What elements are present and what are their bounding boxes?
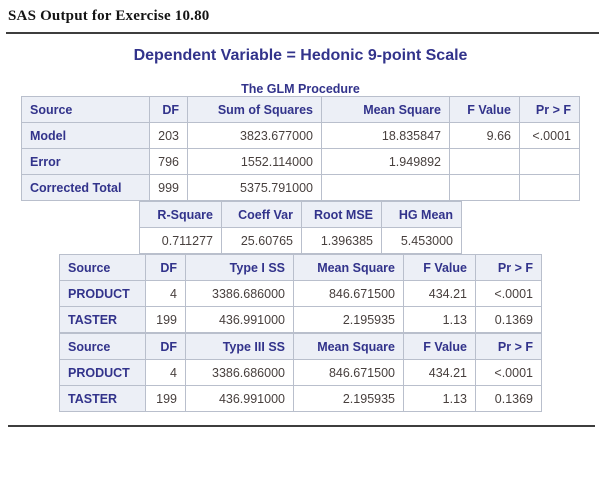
col-header-coeff-var: Coeff Var [222, 202, 302, 228]
cell-mean-square: 846.671500 [294, 360, 404, 386]
cell-coeff-var: 25.60765 [222, 228, 302, 254]
col-header-mean-square: Mean Square [294, 255, 404, 281]
cell-pr-f: <.0001 [476, 281, 542, 307]
cell-pr-f: <.0001 [476, 360, 542, 386]
cell-df: 4 [146, 360, 186, 386]
cell-pr-f: 0.1369 [476, 386, 542, 412]
cell-root-mse: 1.396385 [302, 228, 382, 254]
cell-df: 203 [150, 123, 188, 149]
cell-df: 199 [146, 386, 186, 412]
bottom-rule [8, 425, 595, 427]
col-header-f-value: F Value [404, 334, 476, 360]
cell-f-value: 434.21 [404, 281, 476, 307]
procedure-heading: The GLM Procedure [241, 82, 360, 96]
col-header-f-value: F Value [404, 255, 476, 281]
cell-mean-square [322, 175, 450, 201]
cell-sum-of-squares: 5375.791000 [188, 175, 322, 201]
type3-ss-table [59, 333, 542, 412]
cell-type1-ss: 436.991000 [186, 307, 294, 333]
cell-df: 999 [150, 175, 188, 201]
top-rule [6, 32, 599, 34]
col-header-hg-mean: HG Mean [382, 202, 462, 228]
col-header-df: DF [150, 97, 188, 123]
col-header-root-mse: Root MSE [302, 202, 382, 228]
row-header-model: Model [22, 123, 150, 149]
cell-mean-square: 2.195935 [294, 307, 404, 333]
cell-mean-square: 18.835847 [322, 123, 450, 149]
table-header-row [60, 334, 542, 360]
table-row [22, 175, 580, 201]
row-header-taster: TASTER [60, 307, 146, 333]
col-header-pr-f: Pr > F [476, 334, 542, 360]
table-header-row [140, 202, 462, 228]
col-header-df: DF [146, 255, 186, 281]
col-header-pr-f: Pr > F [476, 255, 542, 281]
sas-output-region [0, 47, 601, 412]
col-header-source: Source [60, 334, 146, 360]
table-row [22, 123, 580, 149]
cell-f-value: 9.66 [450, 123, 520, 149]
col-header-mean-square: Mean Square [294, 334, 404, 360]
row-header-corrected-total: Corrected Total [22, 175, 150, 201]
anova-table [21, 96, 580, 201]
row-header-taster: TASTER [60, 386, 146, 412]
cell-type1-ss: 3386.686000 [186, 281, 294, 307]
col-header-source: Source [60, 255, 146, 281]
cell-pr-f: 0.1369 [476, 307, 542, 333]
fit-statistics-table [139, 201, 462, 254]
type1-ss-table [59, 254, 542, 333]
cell-sum-of-squares: 1552.114000 [188, 149, 322, 175]
cell-type3-ss: 436.991000 [186, 386, 294, 412]
cell-f-value [450, 149, 520, 175]
col-header-f-value: F Value [450, 97, 520, 123]
cell-mean-square: 1.949892 [322, 149, 450, 175]
cell-f-value [450, 175, 520, 201]
table-row [60, 386, 542, 412]
col-header-r-square: R-Square [140, 202, 222, 228]
cell-r-square: 0.711277 [140, 228, 222, 254]
cell-hg-mean: 5.453000 [382, 228, 462, 254]
cell-pr-f [520, 175, 580, 201]
cell-df: 199 [146, 307, 186, 333]
table-header-row [60, 255, 542, 281]
table-row [140, 228, 462, 254]
row-header-product: PRODUCT [60, 281, 146, 307]
cell-f-value: 1.13 [404, 386, 476, 412]
col-header-source: Source [22, 97, 150, 123]
col-header-type1-ss: Type I SS [186, 255, 294, 281]
cell-sum-of-squares: 3823.677000 [188, 123, 322, 149]
table-row [22, 149, 580, 175]
col-header-df: DF [146, 334, 186, 360]
row-header-error: Error [22, 149, 150, 175]
table-row [60, 307, 542, 333]
cell-type3-ss: 3386.686000 [186, 360, 294, 386]
cell-df: 4 [146, 281, 186, 307]
col-header-mean-square: Mean Square [322, 97, 450, 123]
row-header-product: PRODUCT [60, 360, 146, 386]
cell-f-value: 434.21 [404, 360, 476, 386]
cell-pr-f: <.0001 [520, 123, 580, 149]
table-header-row [22, 97, 580, 123]
col-header-type3-ss: Type III SS [186, 334, 294, 360]
cell-mean-square: 2.195935 [294, 386, 404, 412]
cell-f-value: 1.13 [404, 307, 476, 333]
dependent-variable-heading: Dependent Variable = Hedonic 9-point Scale [133, 47, 468, 64]
table-row [60, 360, 542, 386]
col-header-sum-of-squares: Sum of Squares [188, 97, 322, 123]
cell-df: 796 [150, 149, 188, 175]
cell-mean-square: 846.671500 [294, 281, 404, 307]
figure-title: SAS Output for Exercise 10.80 [8, 8, 210, 24]
cell-pr-f [520, 149, 580, 175]
col-header-pr-f: Pr > F [520, 97, 580, 123]
table-row [60, 281, 542, 307]
